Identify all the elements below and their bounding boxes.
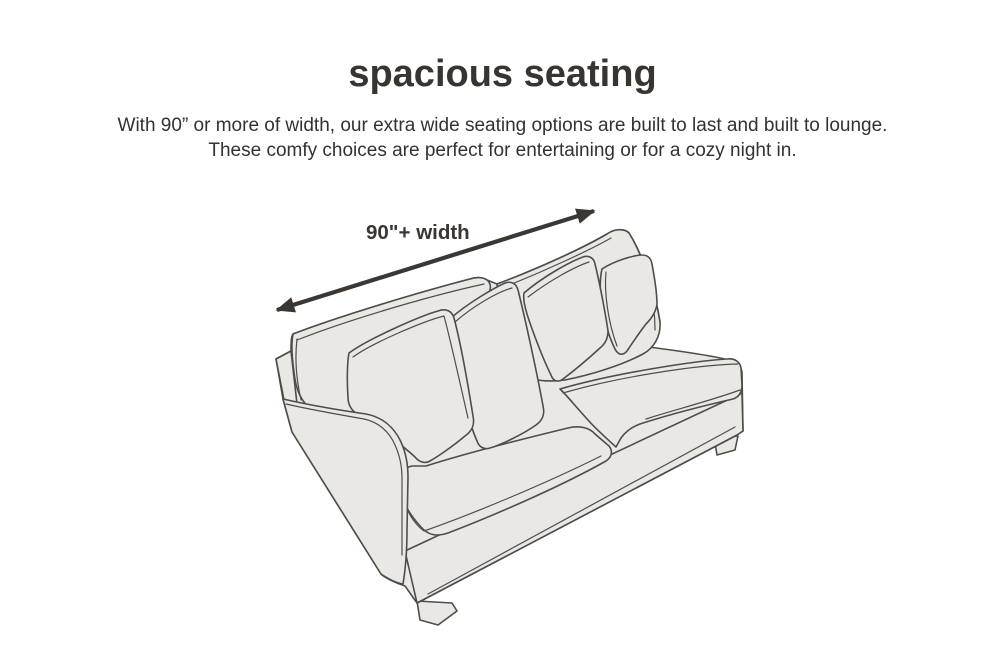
sofa-arm-left: [283, 399, 408, 584]
sofa-foot-left: [417, 601, 457, 625]
page-title: spacious seating: [348, 53, 657, 95]
dimension-label: 90"+ width: [366, 221, 470, 244]
sofa-arm-left-body: [283, 399, 408, 584]
description-line-1: With 90” or more of width, our extra wide seating options are built to last and built to lounge.: [117, 115, 888, 136]
description-line-2: These comfy choices are perfect for entertaining or for a cozy night in.: [208, 140, 797, 161]
